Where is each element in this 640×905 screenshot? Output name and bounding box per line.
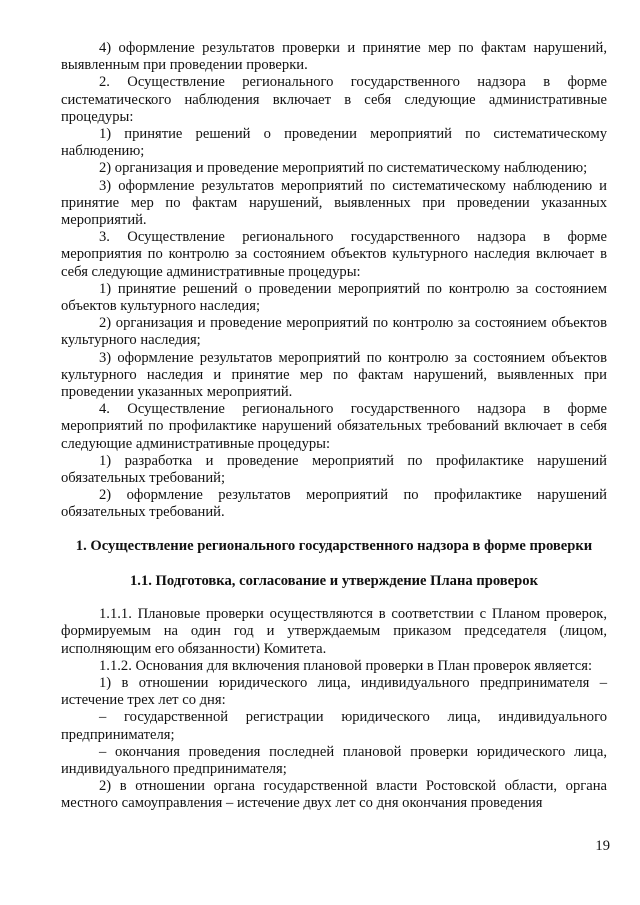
paragraph: 2. Осуществление регионального государственного надзора в форме систематического наблюдения включает в себя следующие административные процедуры: — [61, 74, 607, 125]
paragraph: 2) оформление результатов мероприятий по профилактике нарушений обязательных требований. — [61, 487, 607, 521]
page-number: 19 — [595, 838, 610, 854]
paragraph: 1.1.2. Основания для включения плановой проверки в План проверок является: — [99, 657, 592, 674]
paragraph: 1) разработка и проведение мероприятий по профилактике нарушений обязательных требований; — [61, 452, 607, 487]
paragraph: 1) принятие решений о проведении мероприятий по систематическому наблюдению; — [61, 126, 607, 160]
paragraph: 2) организация и проведение мероприятий по контролю за состоянием объектов культурного наследия; — [61, 315, 607, 349]
section-heading: 1. Осуществление регионального государственного надзора в форме проверки — [75, 537, 593, 554]
paragraph: 2) в отношении органа государственной власти Ростовской области, органа местного самоуправления – истечение двух лет со дня окончания проведения — [61, 778, 607, 812]
paragraph: 3) оформление результатов мероприятий по систематическому наблюдению и принятие мер по фактам нарушений, выявленных при проведении указанных мероприятий. — [61, 177, 607, 229]
paragraph: 1.1.1. Плановые проверки осуществляются в соответствии с Планом проверок, формируемым на один год и утверждаемым приказом председателя (лицом, исполняющим его обязанности) Комитета. — [61, 606, 607, 657]
paragraph: 4) оформление результатов проверки и принятие мер по фактам нарушений, выявленным при проведении проверки. — [61, 40, 607, 74]
subsection-heading: 1.1. Подготовка, согласование и утверждение Плана проверок — [130, 572, 538, 589]
paragraph: 2) организация и проведение мероприятий по систематическому наблюдению; — [99, 160, 588, 177]
paragraph: 3) оформление результатов мероприятий по контролю за состоянием объектов культурного наследия и принятие мер по фактам нарушений, выявленных при проведении указанных мероприятий. — [61, 349, 607, 401]
paragraph: 3. Осуществление регионального государственного надзора в форме мероприятия по контролю за состоянием объектов культурного наследия включает в себя следующие административные процедуры: — [61, 229, 607, 280]
paragraph: 4. Осуществление регионального государственного надзора в форме мероприятий по профилактике нарушений обязательных требований включает в себя следующие административные процедуры: — [61, 401, 607, 452]
paragraph: – государственной регистрации юридического лица, индивидуального предпринимателя; — [61, 709, 607, 743]
document-page — [61, 40, 607, 813]
paragraph: 1) принятие решений о проведении мероприятий по контролю за состоянием объектов культурного наследия; — [61, 280, 607, 315]
paragraph: – окончания проведения последней плановой проверки юридического лица, индивидуального предпринимателя; — [61, 743, 607, 777]
paragraph: 1) в отношении юридического лица, индивидуального предпринимателя – истечение трех лет со дня: — [61, 674, 607, 709]
